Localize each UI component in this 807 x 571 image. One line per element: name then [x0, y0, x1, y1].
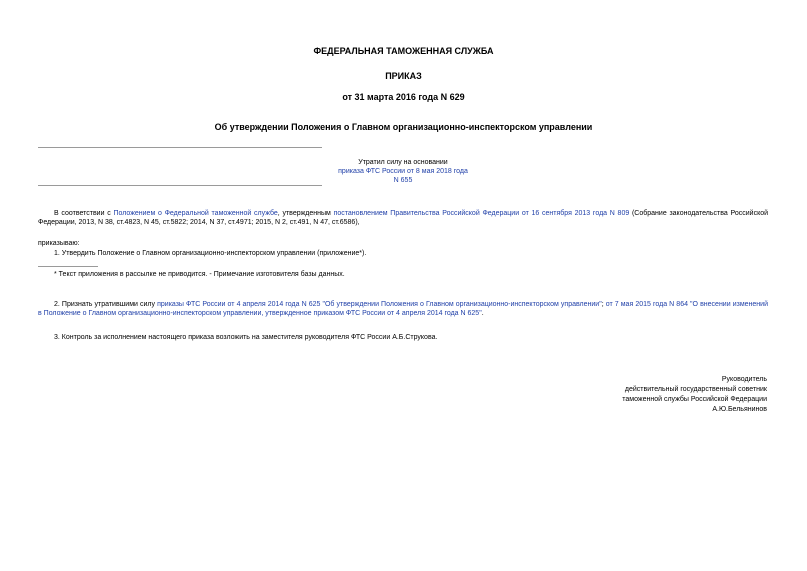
- document-date: от 31 марта 2016 года N 629: [342, 92, 465, 102]
- footnote-divider: [38, 266, 98, 267]
- document-subject: Об утверждении Положения о Главном организационно-инспекторском управлении: [214, 122, 593, 132]
- status-divider-top: [38, 147, 322, 148]
- item-2-text-1: 2. Признать утратившими силу: [54, 301, 158, 308]
- signature-rank-2: таможенной службы Российской Федерации: [622, 396, 767, 404]
- status-divider-bottom: [38, 185, 322, 186]
- organization-heading: ФЕДЕРАЛЬНАЯ ТАМОЖЕННАЯ СЛУЖБА: [313, 46, 494, 56]
- preamble-text-3: (Собрание законодательства Российской Федерации, 2013, N 38, ст.4823, N 45, ст.5822; 2014, N 37, ст.4971; 2015, N 2, ст.491, N 47, ст.6586),: [38, 210, 769, 227]
- order-word: приказываю:: [38, 240, 80, 247]
- government-decree-link[interactable]: постановлением Правительства Российской Федерации от 16 сентября 2013 года N 809: [333, 210, 630, 217]
- signature-rank-1: действительный государственный советник: [624, 386, 767, 394]
- footnote: * Текст приложения в рассылке не приводится. - Примечание изготовителя базы данных.: [54, 271, 345, 278]
- item-2: [38, 300, 768, 318]
- expired-basis-link[interactable]: приказа ФТС России от 8 мая 2018 года N 655: [338, 168, 468, 185]
- item-2-text-2: ;: [601, 301, 606, 308]
- item-1: 1. Утвердить Положение о Главном организационно-инспекторском управлении (приложение*).: [54, 250, 367, 257]
- repealed-order-625-link[interactable]: приказы ФТС России от 4 апреля 2014 года N 625 "Об утверждении Положения о Главном организационно-инспекторском управлении": [157, 301, 602, 308]
- document-type-heading: ПРИКАЗ: [385, 71, 422, 81]
- signature-block: [547, 375, 767, 416]
- expired-note: [338, 158, 468, 185]
- preamble-paragraph: [38, 209, 768, 227]
- repealed-order-864-link[interactable]: от 7 мая 2015 года N 864 "О внесении изменений в Положение о Главном организационно-инспекторском управлении, утвержденное приказом ФТС России от 4 апреля 2014 года N 625": [38, 301, 768, 318]
- signature-position: Руководитель: [721, 376, 767, 383]
- signature-name: А.Ю.Бельянинов: [712, 406, 767, 414]
- item-2-text-3: .: [481, 310, 484, 318]
- preamble-text-2: , утвержденным: [277, 210, 334, 217]
- item-3: 3. Контроль за исполнением настоящего приказа возложить на заместителя руководителя ФТС России А.Б.Струкова.: [54, 334, 438, 341]
- fts-regulation-link[interactable]: Положением о Федеральной таможенной службе: [113, 210, 278, 217]
- preamble-text-1: В соответствии с: [54, 210, 114, 217]
- expired-note-text: Утратил силу на основании: [358, 159, 448, 166]
